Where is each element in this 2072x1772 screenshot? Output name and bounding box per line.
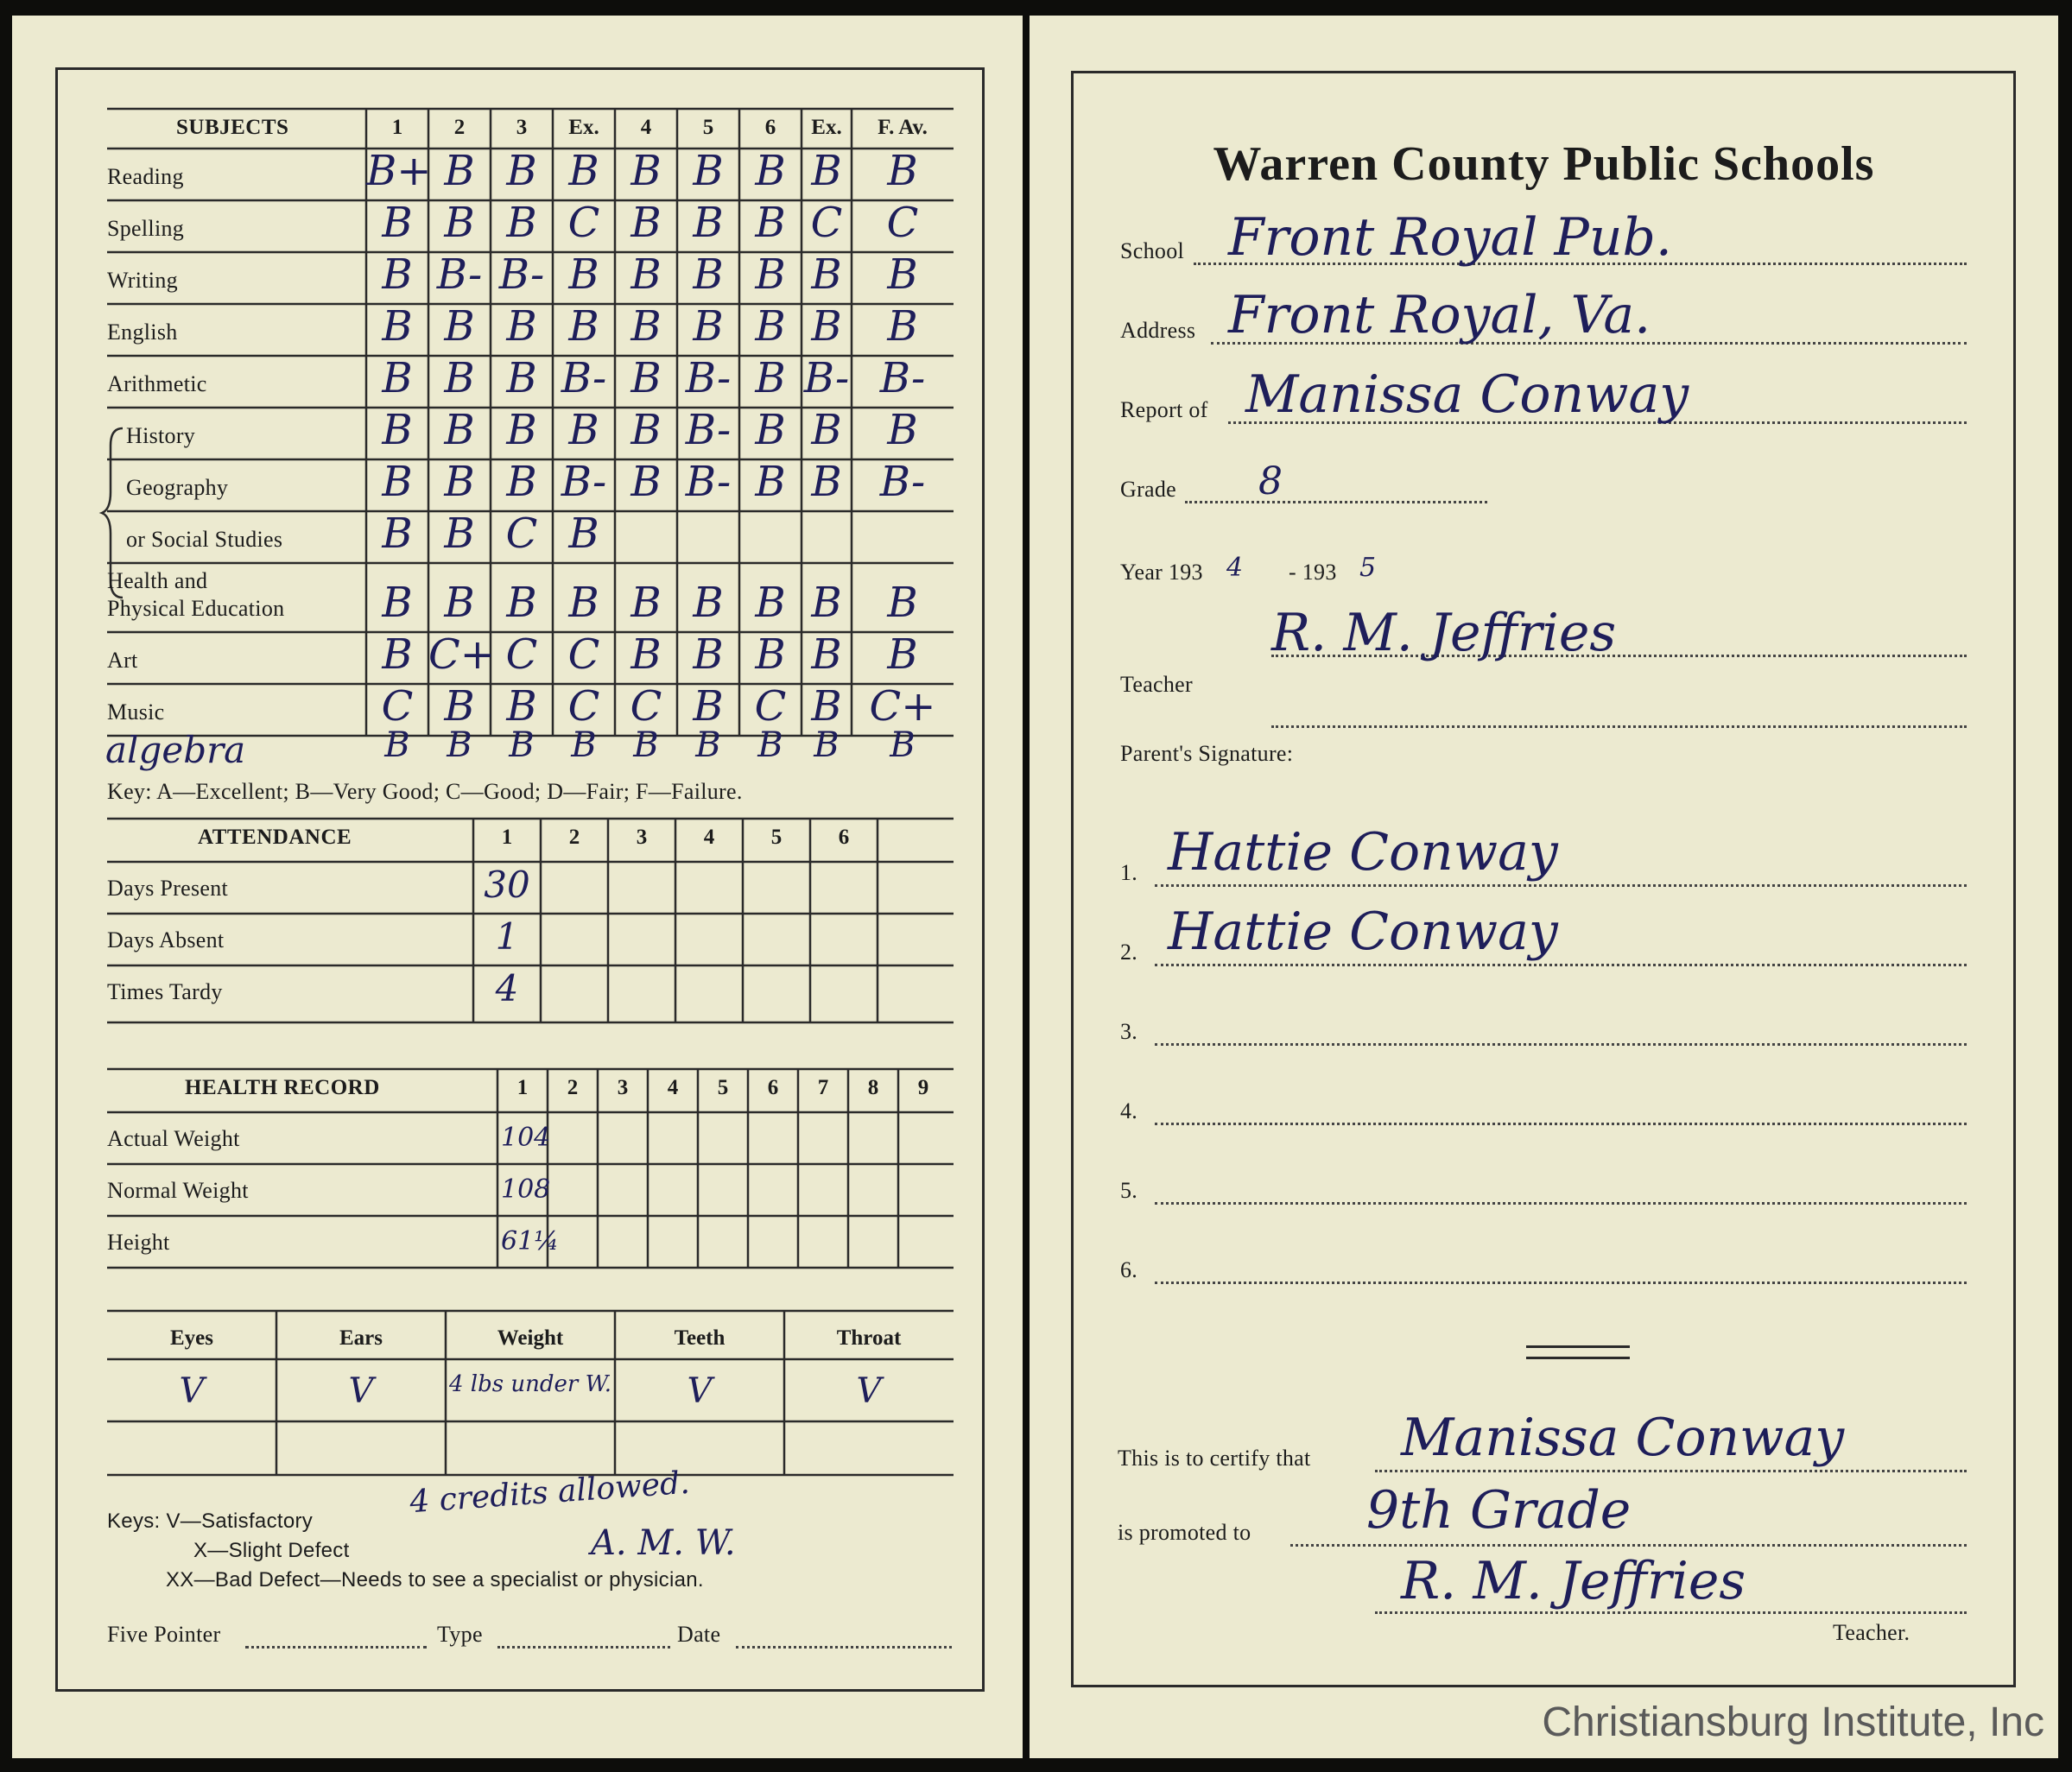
subject-grade: B (755, 458, 786, 506)
health-label: Actual Weight (107, 1126, 240, 1151)
subject-grade: B (506, 147, 537, 195)
subject-grade: B (693, 250, 724, 299)
exam-header: Throat (836, 1326, 902, 1350)
subject-grade: B (811, 302, 842, 351)
subject-grade: B (630, 354, 662, 402)
subject-grade: B (444, 302, 475, 351)
subject-grade: B (887, 250, 918, 299)
subject-grade: C (381, 682, 414, 731)
subject-grade: B (630, 458, 662, 506)
health-col-header: 3 (617, 1076, 629, 1099)
parent-signature: Hattie Conway (1168, 902, 1558, 962)
exam-value: V (687, 1371, 713, 1411)
subject-grade: B (382, 630, 413, 679)
subject-grade: B (568, 509, 599, 558)
subject-grade: B- (685, 406, 732, 454)
health-col-header: 8 (867, 1076, 879, 1099)
subject-grade: B (444, 458, 475, 506)
signature-line (1155, 1043, 1967, 1046)
subject-grade: B (811, 458, 842, 506)
algebra-grade: B (695, 725, 721, 765)
subject-name: Music (107, 699, 165, 725)
subject-grade: B (444, 682, 475, 731)
subject-col-header: 5 (702, 116, 714, 139)
subject-grade: B (630, 302, 662, 351)
health-col-header: 6 (767, 1076, 779, 1099)
subject-grade: B (506, 302, 537, 351)
subject-grade: B (568, 250, 599, 299)
subject-name: Spelling (107, 216, 185, 241)
subject-grade: B (506, 354, 537, 402)
health-label: Normal Weight (107, 1178, 249, 1203)
algebra-grade: B (814, 725, 840, 765)
subject-grade: B (693, 147, 724, 195)
subject-col-header: 2 (453, 116, 466, 139)
exam-header: Eyes (170, 1326, 213, 1350)
five-pointer-line (245, 1646, 427, 1649)
five-pointer-label: Five Pointer (107, 1622, 221, 1647)
subject-grade: B- (685, 458, 732, 506)
exam-header: Weight (497, 1326, 564, 1350)
promoted-value: 9th Grade (1366, 1480, 1632, 1541)
subject-grade: B (382, 579, 413, 627)
subject-grade: B- (803, 354, 850, 402)
attendance-value: 30 (484, 864, 530, 906)
right-page (1030, 16, 2058, 1758)
subjects-header: SUBJECTS (176, 116, 289, 139)
health-col-header: 5 (717, 1076, 729, 1099)
subject-grade: B (887, 147, 918, 195)
subject-col-header: Ex. (811, 116, 842, 139)
subject-grade: B (382, 406, 413, 454)
subject-grade: B- (498, 250, 545, 299)
subject-grade: B (755, 250, 786, 299)
subject-grade: C (505, 509, 538, 558)
subject-grade: B (755, 406, 786, 454)
subject-grade: B (811, 250, 842, 299)
subject-grade: B (382, 250, 413, 299)
subject-col-header: Ex. (568, 116, 599, 139)
subject-name: English (107, 320, 178, 345)
subject-grade: B (811, 579, 842, 627)
subject-name: Art (107, 648, 138, 673)
subject-grade: B- (685, 354, 732, 402)
subject-col-header: 1 (391, 116, 403, 139)
keys-slight-defect: X—Slight Defect (193, 1539, 350, 1562)
subject-grade: B (506, 682, 537, 731)
subject-grade: B (506, 458, 537, 506)
date-label: Date (677, 1622, 721, 1647)
teacher-value: R. M. Jeffries (1271, 603, 1617, 663)
subject-grade: B- (436, 250, 483, 299)
health-value: 108 (501, 1174, 551, 1205)
type-label: Type (437, 1622, 483, 1647)
subject-grade: B (382, 458, 413, 506)
signature-line (1155, 1202, 1967, 1205)
health-label: Height (107, 1230, 170, 1255)
teacher-sign-line (1375, 1611, 1967, 1614)
attendance-label: Times Tardy (107, 979, 223, 1004)
subject-grade: B (444, 509, 475, 558)
subject-grade: B (755, 302, 786, 351)
subject-grade: C (505, 630, 538, 679)
attendance-col-header: 5 (770, 826, 783, 849)
signature-number: 3. (1120, 1019, 1138, 1044)
exam-value: 4 lbs under W. (448, 1371, 612, 1397)
subject-col-header: 3 (516, 116, 528, 139)
algebra-label: algebra (105, 729, 246, 771)
signature-number: 4. (1120, 1098, 1138, 1123)
parent-signature: Hattie Conway (1168, 822, 1558, 883)
subject-col-header: 4 (640, 116, 652, 139)
subject-grade: B (755, 579, 786, 627)
health-col-header: 4 (667, 1076, 679, 1099)
subject-grade: C (810, 199, 843, 247)
subject-name: Health and (107, 568, 208, 593)
subject-grade: C (886, 199, 919, 247)
subject-grade: B (693, 199, 724, 247)
subject-grade: B (755, 199, 786, 247)
algebra-grade: B (757, 725, 783, 765)
subject-grade: B (755, 630, 786, 679)
date-line (736, 1646, 952, 1649)
subject-grade: B- (879, 354, 926, 402)
signature-number: 6. (1120, 1257, 1138, 1282)
attendance-col-header: 6 (838, 826, 850, 849)
certify-label: This is to certify that (1118, 1446, 1311, 1471)
algebra-grade: B (633, 725, 659, 765)
subject-grade: B (693, 302, 724, 351)
signature-number: 5. (1120, 1178, 1138, 1203)
subject-grade: B (568, 579, 599, 627)
type-line (497, 1646, 670, 1649)
subject-name: Physical Education (107, 596, 285, 621)
subject-grade: B (444, 406, 475, 454)
subject-grade: B (506, 406, 537, 454)
teacher-label: Teacher (1120, 672, 1193, 697)
grade-line (1185, 501, 1487, 503)
attendance-value: 4 (495, 967, 519, 1009)
parent-signature-label: Parent's Signature: (1120, 741, 1294, 766)
address-label: Address (1120, 318, 1196, 343)
watermark: Christiansburg Institute, Inc (1542, 1699, 2044, 1745)
subject-grade: B (887, 630, 918, 679)
algebra-grade: B (571, 725, 597, 765)
subject-grade: B (887, 302, 918, 351)
signature-line (1155, 884, 1967, 887)
subject-grade: B (811, 682, 842, 731)
subject-name: Reading (107, 164, 184, 189)
subject-grade: C (754, 682, 787, 731)
teacher-line-2 (1271, 725, 1967, 728)
exam-value: V (348, 1371, 374, 1411)
health-record-header: HEALTH RECORD (185, 1076, 380, 1099)
signature-line (1155, 1282, 1967, 1284)
subject-col-header: F. Av. (878, 116, 928, 139)
subject-grade: B (811, 147, 842, 195)
subject-grade: B (568, 302, 599, 351)
teacher-sign-value: R. M. Jeffries (1401, 1551, 1746, 1611)
certify-value: Manissa Conway (1401, 1408, 1845, 1468)
subject-grade: B (630, 579, 662, 627)
algebra-grade: B (447, 725, 472, 765)
teacher-sign-label: Teacher. (1833, 1620, 1910, 1645)
subject-grade: B (444, 579, 475, 627)
attendance-header: ATTENDANCE (198, 826, 352, 849)
subject-grade: B- (561, 458, 607, 506)
attendance-col-header: 4 (703, 826, 715, 849)
health-col-header: 2 (567, 1076, 579, 1099)
promoted-label: is promoted to (1118, 1520, 1251, 1545)
subject-name: or Social Studies (126, 527, 283, 552)
subject-name: Geography (126, 475, 229, 500)
exam-value: V (179, 1371, 205, 1411)
algebra-grade: B (890, 725, 916, 765)
grade-label: Grade (1120, 477, 1177, 502)
attendance-label: Days Absent (107, 927, 225, 952)
subject-name: History (126, 423, 196, 448)
credits-note: 4 credits allowed. (408, 1465, 691, 1521)
signature-number: 2. (1120, 940, 1138, 965)
signature-line (1155, 1123, 1967, 1125)
subject-grade: B (506, 579, 537, 627)
subject-grade: B (382, 509, 413, 558)
address-value: Front Royal, Va. (1228, 285, 1651, 345)
subject-grade: B (444, 147, 475, 195)
subject-grade: B (630, 147, 662, 195)
subject-grade: B (887, 406, 918, 454)
subject-grade: B (693, 682, 724, 731)
subject-grade: B (693, 579, 724, 627)
year-value-start: 4 (1226, 553, 1244, 583)
subject-grade: C (567, 199, 600, 247)
subject-grade: B (887, 579, 918, 627)
school-label: School (1120, 238, 1185, 263)
keys-satisfactory: Keys: V—Satisfactory (107, 1509, 314, 1533)
health-value: 61¼ (501, 1226, 560, 1256)
report-value: Manissa Conway (1245, 364, 1689, 425)
subject-grade: B (755, 354, 786, 402)
subject-grade: B (630, 199, 662, 247)
attendance-col-header: 2 (568, 826, 580, 849)
subject-grade: B (630, 250, 662, 299)
health-value: 104 (501, 1123, 551, 1153)
exam-value: V (856, 1371, 882, 1411)
subject-name: Arithmetic (107, 371, 207, 396)
signature-number: 1. (1120, 860, 1138, 885)
subject-grade: B- (879, 458, 926, 506)
subject-grade: C (567, 630, 600, 679)
algebra-grade: B (509, 725, 535, 765)
year-value-end: 5 (1359, 553, 1377, 583)
subject-grade: B (755, 147, 786, 195)
subject-grade: B (444, 354, 475, 402)
subject-grade: B (630, 630, 662, 679)
signature-line (1155, 964, 1967, 966)
algebra-grade: B (384, 725, 410, 765)
health-col-header: 9 (917, 1076, 929, 1099)
subject-grade: C (567, 682, 600, 731)
subject-grade: B (811, 630, 842, 679)
subject-grade: B (382, 199, 413, 247)
subject-grade: B (444, 199, 475, 247)
subject-grade: B (811, 406, 842, 454)
health-col-header: 1 (516, 1076, 529, 1099)
subject-name: Writing (107, 268, 178, 293)
subject-col-header: 6 (764, 116, 776, 139)
exam-header: Ears (339, 1326, 383, 1350)
subject-grade: C+ (428, 630, 495, 679)
subject-grade: B (382, 302, 413, 351)
subject-grade: C+ (869, 682, 936, 731)
subject-grade: B (506, 199, 537, 247)
subject-grade: B (568, 406, 599, 454)
keys-bad-defect: XX—Bad Defect—Needs to see a specialist or physician. (166, 1568, 704, 1592)
subject-grade: B (693, 630, 724, 679)
attendance-col-header: 1 (501, 826, 513, 849)
health-col-header: 7 (817, 1076, 829, 1099)
school-value: Front Royal Pub. (1228, 207, 1672, 268)
promoted-line (1290, 1544, 1967, 1547)
subject-grade: B (568, 147, 599, 195)
certify-line (1375, 1470, 1967, 1472)
subject-grade: B (630, 406, 662, 454)
double-rule (1526, 1345, 1630, 1359)
subject-grade: B (382, 354, 413, 402)
year-label-start: Year 193 (1120, 560, 1203, 585)
grade-key: Key: A—Excellent; B—Very Good; C—Good; D—Fair; F—Failure. (107, 779, 743, 804)
exam-header: Teeth (674, 1326, 726, 1350)
attendance-label: Days Present (107, 876, 229, 901)
subject-grade: B+ (366, 147, 432, 195)
report-label: Report of (1120, 397, 1208, 422)
subject-grade: C (630, 682, 662, 731)
year-label-end: - 193 (1289, 560, 1337, 585)
credits-initials: A. M. W. (591, 1523, 736, 1563)
attendance-value: 1 (495, 915, 519, 958)
left-page (12, 16, 1023, 1758)
attendance-col-header: 3 (636, 826, 648, 849)
grade-value: 8 (1258, 459, 1283, 503)
page-title: Warren County Public Schools (1213, 137, 1875, 191)
subject-grade: B- (561, 354, 607, 402)
